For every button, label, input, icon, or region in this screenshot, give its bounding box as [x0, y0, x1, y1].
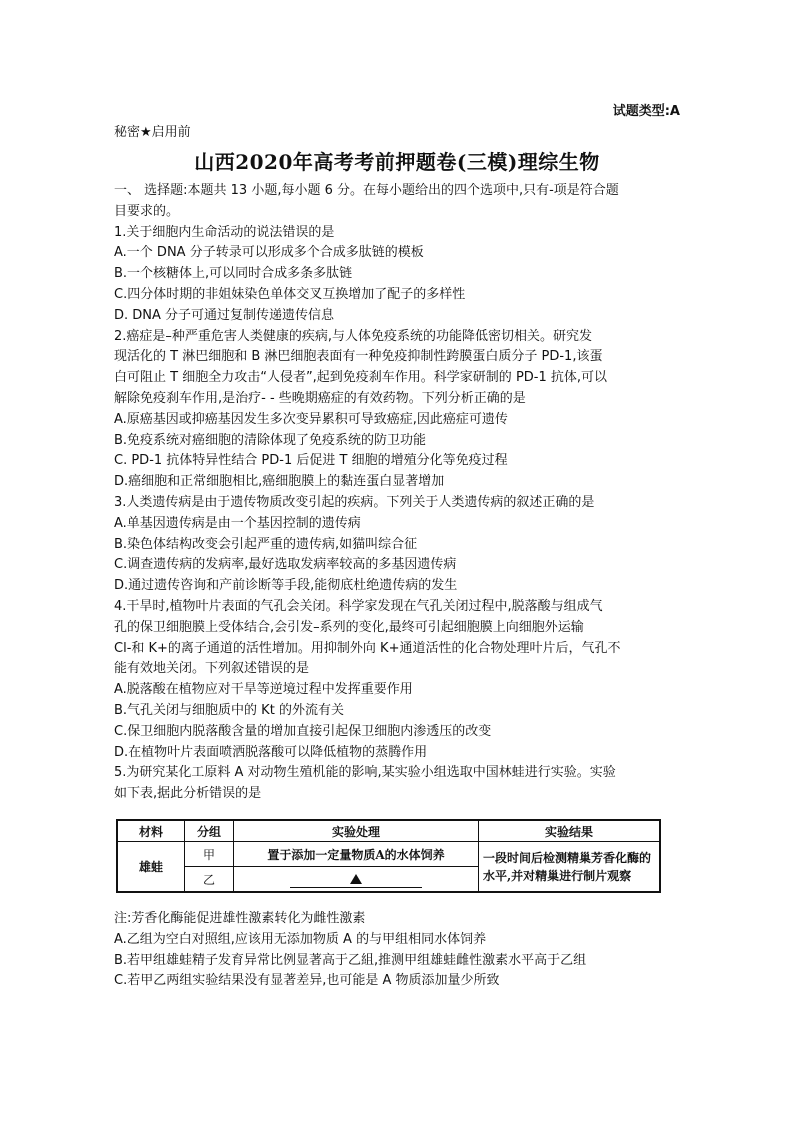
option-line: C.调查遗传病的发病率,最好选取发病率较高的多基因遗传病 [114, 557, 457, 573]
question-body [114, 181, 690, 805]
treatment-cell: 置于添加一定量物质A的水体饲养 [234, 842, 479, 867]
option-line: C.四分体时期的非姐妹染色单体交叉互换增加了配子的多样性 [114, 286, 466, 302]
text-line: Cl-和 K+的离子通道的活性增加。用抑制外向 K+通道活性的化合物处理叶片后，气孔不 [114, 640, 621, 656]
header-material: 材料 [117, 820, 185, 842]
material-cell: 雄蛙 [117, 842, 185, 893]
exam-type-tag: 试题类型:A [612, 104, 680, 119]
option-line: C.保卫细胞内脱落酸含量的增加直接引起保卫细胞内渗透压的改变 [114, 723, 492, 739]
question-5-options [114, 909, 690, 992]
triangle-icon [350, 874, 362, 884]
experiment-table [116, 819, 661, 893]
option-line: D.在植物叶片表面喷洒脱落酸可以降低植物的蒸腾作用 [114, 744, 428, 760]
option-line: B.气孔关闭与细胞质中的 Kt 的外流有关 [114, 702, 344, 718]
result-cell: 一段时间后检测精巢芳香化酶的水平,并对精巢进行制片观察 [479, 842, 661, 893]
confidential-label: 秘密★启用前 [114, 125, 191, 140]
text-line: 孔的保卫细胞膜上受体结合,会引发–系列的变化,最终可引起细胞膜上向细胞外运输 [114, 619, 584, 635]
header-result: 实验结果 [479, 820, 661, 842]
text-line: 解除免疫刹车作用,是治疗- - 些晚期癌症的有效药物。下列分析正确的是 [114, 390, 526, 406]
option-line: A.原癌基因或抑癌基因发生多次变异累积可导致癌症,因此癌症可遗传 [114, 411, 508, 427]
option-line: C.若甲乙两组实验结果没有显著差异,也可能是 A 物质添加量少所致 [114, 973, 500, 989]
option-line: A.脱落酸在植物应对干旱等逆境过程中发挥重要作用 [114, 682, 413, 698]
option-line: A.单基因遗传病是由一个基因控制的遗传病 [114, 515, 361, 531]
option-line: D.癌细胞和正常细胞相比,癌细胞膜上的黏连蛋白显著增加 [114, 474, 445, 490]
option-line: B.免疫系统对癌细胞的清除体现了免疫系统的防卫功能 [114, 432, 427, 448]
question-3-stem: 3.人类遗传病是由于遗传物质改变引起的疾病。下列关于人类遗传病的叙述正确的是 [114, 494, 595, 510]
note-line: 注:芳香化酶能促进雄性激素转化为雌性激素 [114, 911, 366, 926]
text-line: 现活化的 T 淋巴细胞和 B 淋巴细胞表面有一种免疫抑制性跨膜蛋白质分子 PD-1,该蛋 [114, 349, 603, 365]
text-line: 如下表,据此分析错误的是 [114, 786, 262, 802]
blank-underline [290, 871, 422, 888]
table-row [117, 842, 660, 867]
question-5-stem: 5.为研究某化工原料 A 对动物生殖机能的影响,某实验小组选取中国林蛙进行实验。实验 [114, 765, 616, 781]
header-group: 分组 [185, 820, 234, 842]
question-1-stem: 1.关于细胞内生命活动的说法错误的是 [114, 224, 335, 240]
treatment-blank-cell [234, 867, 479, 893]
header-treatment: 实验处理 [234, 820, 479, 842]
option-line: B.一个核糖体上,可以同时合成多条多肽链 [114, 266, 353, 282]
question-4-stem: 4.干旱时,植物叶片表面的气孔会关闭。科学家发现在气孔关闭过程中,脱落酸与组成气 [114, 598, 603, 614]
option-line: A.乙组为空白对照组,应该用无添加物质 A 的与甲组相同水体饲养 [114, 931, 487, 947]
table-header-row [117, 820, 660, 842]
option-line: B.染色体结构改变会引起严重的遗传病,如猫叫综合征 [114, 536, 418, 552]
text-line: 白可阻止 T 细胞全力攻击“人侵者”,起到免疫刹车作用。科学家研制的 PD-1 抗体,可以 [114, 370, 608, 386]
option-line: D. DNA 分子可通过复制传递遗传信息 [114, 307, 335, 323]
text-line: 能有效地关闭。下列叙述错误的是 [114, 661, 310, 677]
option-line: C. PD-1 抗体特异性结合 PD-1 后促进 T 细胞的增殖分化等免疫过程 [114, 453, 508, 469]
page-title: 山西2020年高考考前押题卷(三模)理综生物 [194, 150, 600, 174]
text-line: 目要求的。 [114, 203, 180, 219]
group-cell: 乙 [185, 867, 234, 893]
option-line: A.一个 DNA 分子转录可以形成多个合成多肽链的模板 [114, 245, 424, 261]
option-line: D.通过遗传咨询和产前诊断等手段,能彻底杜绝遗传病的发生 [114, 578, 458, 594]
group-cell: 甲 [185, 842, 234, 867]
question-2-stem: 2.癌症是–种严重危害人类健康的疾病,与人体免疫系统的功能降低密切相关。研究发 [114, 328, 593, 344]
option-line: B.若甲组雄蛙精子发育异常比例显著高于乙組,推测甲组雄蛙雌性激素水平高于乙组 [114, 952, 587, 968]
text-line: 一、 选择题:本题共 13 小题,每小题 6 分。在每小题给出的四个选项中,只有-项是符合题 [114, 183, 619, 198]
